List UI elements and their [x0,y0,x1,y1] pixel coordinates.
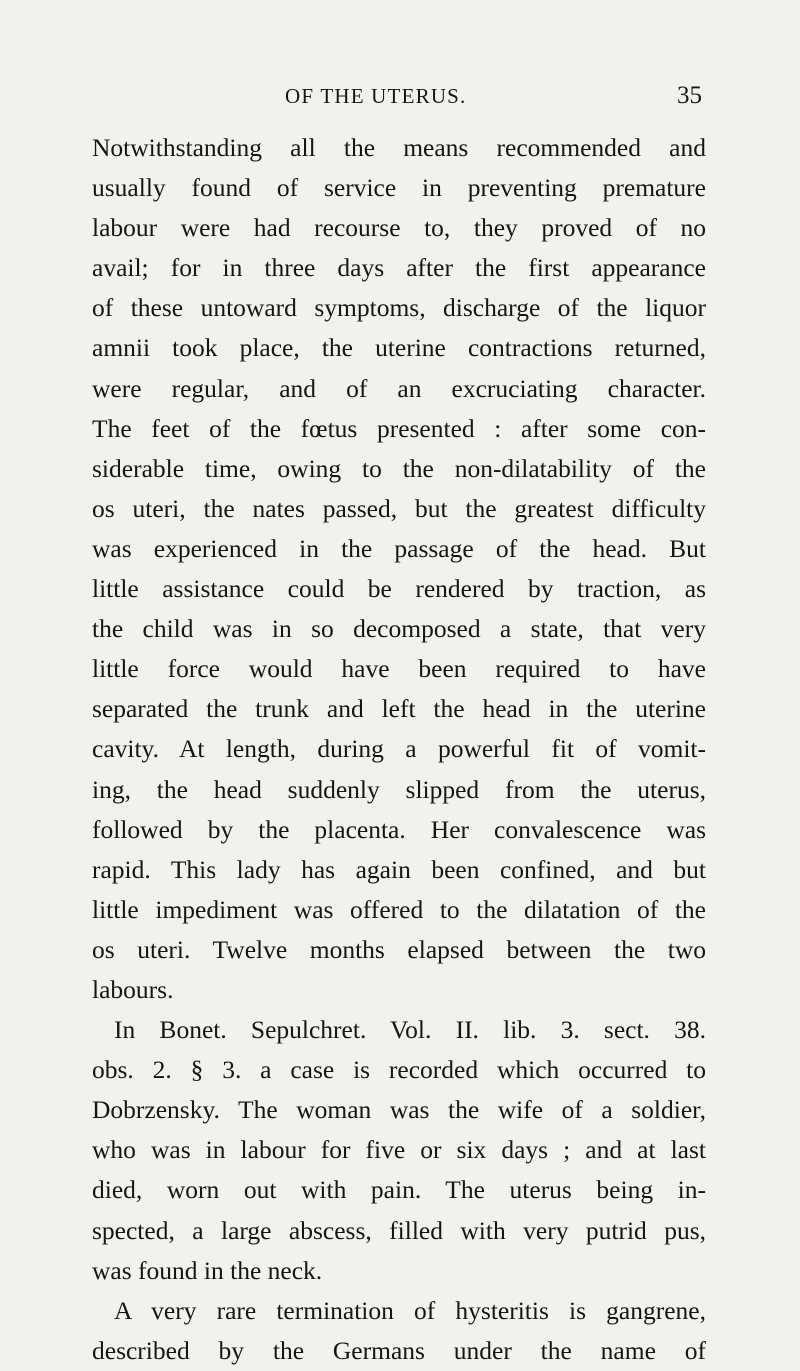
text-line: little impediment was offered to the dilatation of the [92,894,706,924]
text-line: followed by the placenta. Her convalescence was [92,814,706,844]
text-line: cavity. At length, during a powerful fit of vomit- [92,734,706,764]
text-line: who was in labour for five or six days ; and at last [92,1135,706,1165]
text-line: amnii took place, the uterine contractions returned, [92,333,706,363]
text-line: rapid. This lady has again been confined, and but [92,854,706,884]
text-line: The feet of the fœtus presented : after some con- [92,413,706,443]
text-line: obs. 2. § 3. a case is recorded which occurred to [92,1055,706,1085]
text-line: was experienced in the passage of the head. But [92,533,706,563]
text-line: avail; for in three days after the first appearance [92,253,706,283]
paragraph-end-line: was found in the neck. [92,1255,323,1285]
text-line: little assistance could be rendered by traction, as [92,574,706,604]
text-line: separated the trunk and left the head in the uterine [92,694,706,724]
text-line: spected, a large abscess, filled with very putrid pus, [92,1215,706,1245]
page-number: 35 [677,82,702,109]
text-line: Notwithstanding all the means recommended and [92,133,706,162]
text-line: siderable time, owing to the non-dilatability of the [92,453,706,483]
text-line: usually found of service in preventing premature [92,173,706,203]
text-line: the child was in so decomposed a state, that very [92,614,706,644]
paragraph-end-line: labours. [92,974,174,1004]
text-line: ing, the head suddenly slipped from the uterus, [92,774,706,804]
text-line: os uteri. Twelve months elapsed between the two [92,934,706,964]
text-line: described by the Germans under the name of [92,1335,706,1365]
paragraph-start-line: A very rare termination of hysteritis is gangrene, [114,1295,706,1325]
text-line: labour were had recourse to, they proved of no [92,213,706,243]
body-text [92,128,706,1371]
text-line: were regular, and of an excruciating character. [92,373,706,403]
paragraph-start-line: In Bonet. Sepulchret. Vol. II. lib. 3. sect. 38. [114,1015,706,1045]
text-line: of these untoward symptoms, discharge of the liquor [92,293,706,323]
text-line: os uteri, the nates passed, but the greatest difficulty [92,493,706,523]
running-title: OF THE UTERUS. [285,84,467,108]
page-header [0,84,800,112]
text-line: little force would have been required to have [92,654,706,684]
text-line: died, worn out with pain. The uterus being in- [92,1175,706,1205]
text-line: Dobrzensky. The woman was the wife of a soldier, [92,1095,706,1125]
